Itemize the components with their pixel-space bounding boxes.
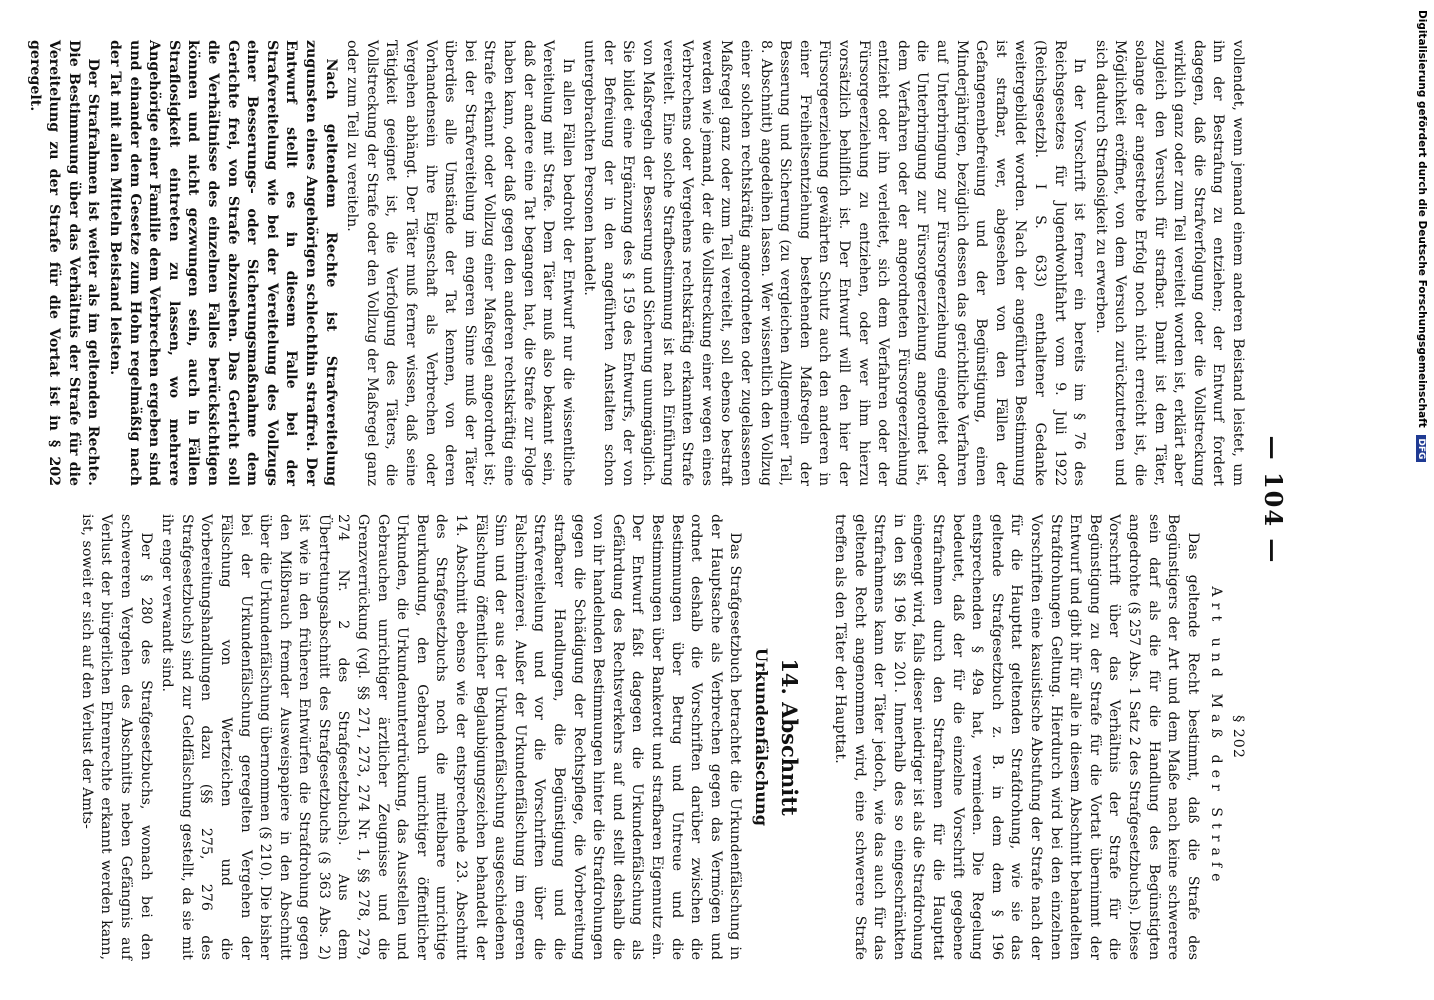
left-column [22,40,1247,486]
paragraph: Das geltende Recht bestimmt, daß die Strafe des Begünstigers der Art und dem Maße nach keine schwerere sein darf als die für die Handlung des Begünstigten angedrohte (§ 257 Abs. 1 Satz 2 des Strafgesetzbuchs). Diese Vorschrift über das Verhältnis der Strafe für die Begünstigung zu der Strafe für die Vortat übernimmt der Entwurf und gibt ihr für alle in diesem Abschnitt behandelten Strafdrohungen Geltung. Hierdurch wird bei den einzelnen Vorschriften eine kasuistische Abstufung der Strafe nach der für die Haupttat geltenden Strafdrohung, wie sie das geltende Strafgesetzbuch z. B. in dem dem § 196 entsprechenden § 49a hat, vermieden. Die Regelung bedeutet, daß der für die einzelne Vorschrift gegebene Strafrahmen durch den Strafrahmen für die Haupttat eingeengt wird, falls dieser niedriger ist als die Strafdrohung in den §§ 196 bis 201. Innerhalb des so eingeschränkten Strafrahmens kann der Täter jedoch, wie das auch für das geltende Recht angenommen wird, eine schwerere Strafe treffen als den Täter der Haupttat. [832,514,1201,960]
paragraph: In der Vorschrift ist ferner ein bereits im § 76 des Reichsgesetzes für Jugendwohlfahrt vom 9. Juli 1922 (Reichsgesetzbl. I S. 633) enthaltener Gedanke weitergebildet worden. Nach der angeführten Bestimmung ist strafbar, wer, abgesehen von den Fällen der Gefangenenbefreiung und der Begünstigung, einen Minderjährigen, bezüglich dessen das gerichtliche Verfahren auf Unterbringung zur Fürsorgeerziehung eingeleitet oder die Unterbringung zur Fürsorgeerziehung angeordnet ist, dem Verfahren oder der angeordneten Fürsorgeerziehung entzieht oder ihn verleitet, sich dem Verfahren oder der Fürsorgeerziehung zu entziehen, oder wer ihm hierzu vorsätzlich behilflich ist. Der Entwurf will den hier der Fürsorgeerziehung gewährten Schutz auch den anderen in einer Freiheitsentziehung bestehenden Maßregeln der Besserung und Sicherung (zu vergleichen Allgemeiner Teil, 8. Abschnitt) angedeihen lassen. Wer wissentlich den Vollzug einer solchen rechtskräftig angeordneten oder zugelassenen Maßregel ganz oder zum Teil vereitelt, soll ebenso bestraft werden wie jemand, der die Vollstreckung einer wegen eines Verbrechens oder Vergehens rechtskräftig erkannten Strafe vereitelt. Eine solche Strafbestimmung ist nach Einführung von Maßregeln der Besserung und Sicherung unumgänglich. Sie bildet eine Ergänzung des § 159 des Entwurfs, der von der Befreiung der in den angeführten Anstalten schon untergebrachten Personen handelt. [581,40,1088,486]
document-page [26,40,1290,960]
paragraph: Der § 280 des Strafgesetzbuchs, wonach bei den schwereren Vergehen des Abschnitts neben Gefängnis auf Verlust der bürgerlichen Ehrenrechte erkannt werden kann, ist, soweit er sich auf den Verlust der Amts- [78,514,154,960]
page-number: — 104 — [1259,435,1288,565]
paragraph: Nach geltendem Rechte ist Strafvereitelung zugunsten eines Angehörigen schlechthin straffrei. Der Entwurf stellt es in diesem Falle bei der Strafvereitelung wie bei der Vereitelung des Vollzugs einer Besserungs- oder Sicherungsmaßnahme dem Gerichte frei, von Strafe abzusehen. Das Gericht soll die Verhältnisse des einzelnen Falles berücksichtigen können und nicht gezwungen sein, auch in Fällen Straflosigkeit eintreten zu lassen, wo mehrere Angehörige einer Familie dem Verbrechen ergeben sind und einander dem Gesetze zum Hohn regelmäßig nach der Tat mit allen Mitteln Beistand leisten. [107,40,339,486]
paragraph: Das Strafgesetzbuch betrachtet die Urkundenfälschung in der Hauptsache als Verbrechen gegen das Vermögen und ordnet deshalb die Vorschriften darüber zwischen die Bestimmungen über Betrug und Untreue und die Bestimmungen über Bankerott und strafbaren Eigennutz ein. Der Entwurf faßt dagegen die Urkundenfälschung als Gefährdung des Rechtsverkehrs auf und stellt deshalb die von ihr handelnden Bestimmungen hinter die Strafdrohungen gegen die Schädigung der Rechtspflege, die Vorbereitung strafbarer Handlungen, die Begünstigung und die Strafvereitelung und vor die Vorschriften über die Falschmünzerei. Außer der Urkundenfälschung im engeren Sinn und der aus der Urkundenfälschung ausgeschiedenen Fälschung öffentlicher Beglaubigungszeichen behandelt der 14. Abschnitt ebenso wie der entsprechende 23. Abschnitt des Strafgesetzbuchs noch die mittelbare unrichtige Beurkundung, den Gebrauch unrichtiger öffentlicher Urkunden, die Urkundenunterdrückung, das Ausstellen und Gebrauchen unrichtiger ärztlicher Zeugnisse und die Grenzverrückung (vgl. §§ 271, 273, 274 Nr. 1, §§ 278, 279, 274 Nr. 2 des Strafgesetzbuchs). Aus dem Übertretungsabschnitt des Strafgesetzbuchs (§ 363 Abs. 2) ist wie in den früheren Entwürfen die Strafdrohung gegen den Mißbrauch fremder Ausweispapiere in den Abschnitt über die Urkundenfälschung übernommen (§ 210). Die bisher bei der Urkundenfälschung geregelten Vergehen der Fälschung von Wertzeichen und die Vorbereitungshandlungen dazu (§§ 275, 276 des Strafgesetzbuchs) sind zur Geldfälschung gestellt, da sie mit ihr enger verwandt sind. [159,514,744,960]
chapter-title: Urkundenfälschung [752,648,772,826]
text-columns [22,40,1247,960]
paragraph: Der Strafrahmen ist weiter als im geltenden Rechte. Die Bestimmung über das Verhältnis der Strafe für die Vereitelung zu der Strafe für die Vortat ist in § 202 geregelt. [26,40,102,486]
section-number: § 202 [1229,715,1246,759]
chapter-number: 14. Abschnitt [777,658,803,816]
section-title: Art und Maß der Strafe [1208,586,1225,888]
paragraph: vollendet, wenn jemand einem anderen Beistand leistet, um ihn der Bestrafung zu entziehen; der Entwurf fordert dagegen, daß die Strafverfolgung oder die Vollstreckung wirklich ganz oder zum Teil vereitelt worden ist, erklärt aber zugleich den Versuch für strafbar. Damit ist dem Täter, solange der angestrebte Erfolg noch nicht erreicht ist, die Möglichkeit eröffnet, von dem Versuch zurückzutreten und sich dadurch Straflosigkeit zu erwerben. [1092,40,1246,486]
right-column [22,514,1247,960]
dfg-logo: DFG [1416,435,1426,462]
digitization-credit [1404,10,1432,990]
credit-text: Digitalisierung gefördert durch die Deutsche Forschungsgemeinschaft [1416,10,1428,428]
paragraph: In allen Fällen bedroht der Entwurf nur die wissentliche Vereitelung mit Strafe. Dem Täter muß also bekannt sein, daß der andere eine Tat begangen hat, die Strafe zur Folge haben kann, oder daß gegen den anderen rechtskräftig eine Strafe erkannt oder Vollzug einer Maßregel angeordnet ist; bei der Strafvereitelung im engeren Sinne muß der Täter überdies alle Umstände der Tat kennen, von deren Vorhandensein ihre Eigenschaft als Verbrechen oder Vergehen abhängt. Der Täter muß ferner wissen, daß seine Tätigkeit geeignet ist, die Verfolgung des Täters, die Vollstreckung der Strafe oder den Vollzug der Maßregel ganz oder zum Teil zu vereiteln. [344,40,576,486]
